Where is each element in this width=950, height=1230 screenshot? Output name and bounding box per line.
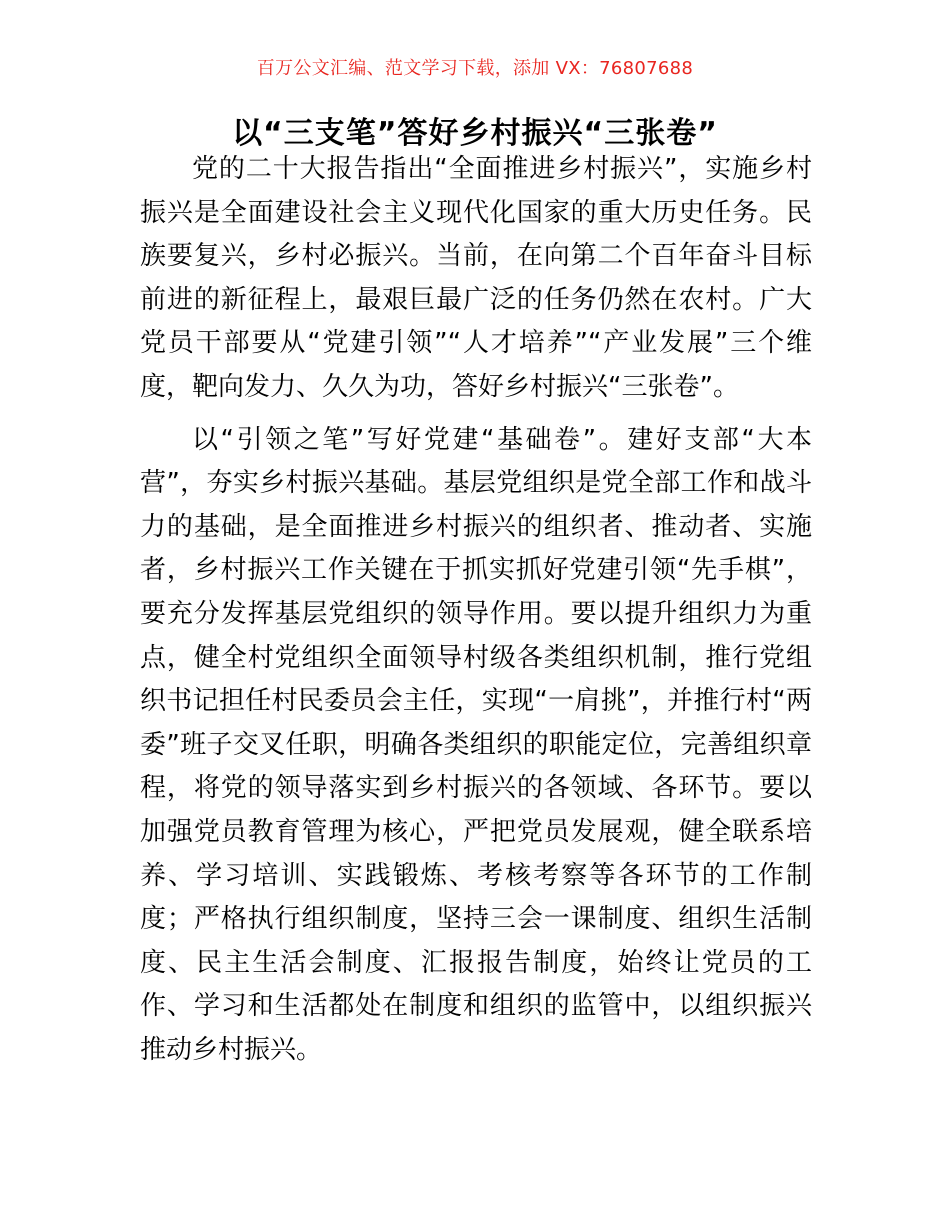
document-title: 以“三支笔”答好乡村振兴“三张卷” (232, 116, 718, 151)
paragraph-party-building: 以“引领之笔”写好党建“基础卷”。建好支部“大本营”，夯实乡村振兴基础。基层党组织是党全部工作和战斗力的基础，是全面推进乡村振兴的组织者、推动者、实施者，乡村振兴工作关键在于抓实抓好党建引领“先手棋”，要充分发挥基层党组织的领导作用。要以提升组织力为重点，健全村党组织全面领导村级各类组织机制，推行党组织书记担任村民委员会主任，实现“一肩挑”，并推行村“两委”班子交叉任职，明确各类组织的职能定位，完善组织章程，将党的领导落实到乡村振兴的各领域、各环节。要以加强党员教育管理为核心，严把党员发展观，健全联系培养、学习培训、实践锻炼、考核考察等各环节的工作制度；严格执行组织制度，坚持三会一课制度、组织生活制度、民主生活会制度、汇报报告制度，始终让党员的工作、学习和生活都处在制度和组织的监管中，以组织振兴推动乡村振兴。 (140, 424, 812, 1065)
download-notice: 百万公文汇编、范文学习下载，添加 VX：76807688 (256, 58, 694, 79)
document-body (140, 148, 812, 1072)
paragraph-intro: 党的二十大报告指出“全面推进乡村振兴”，实施乡村振兴是全面建设社会主义现代化国家的重大历史任务。民族要复兴，乡村必振兴。当前，在向第二个百年奋斗目标前进的新征程上，最艰巨最广泛的任务仍然在农村。广大党员干部要从“党建引领”“人才培养”“产业发展”三个维度，靶向发力、久久为功，答好乡村振兴“三张卷”。 (140, 154, 812, 402)
